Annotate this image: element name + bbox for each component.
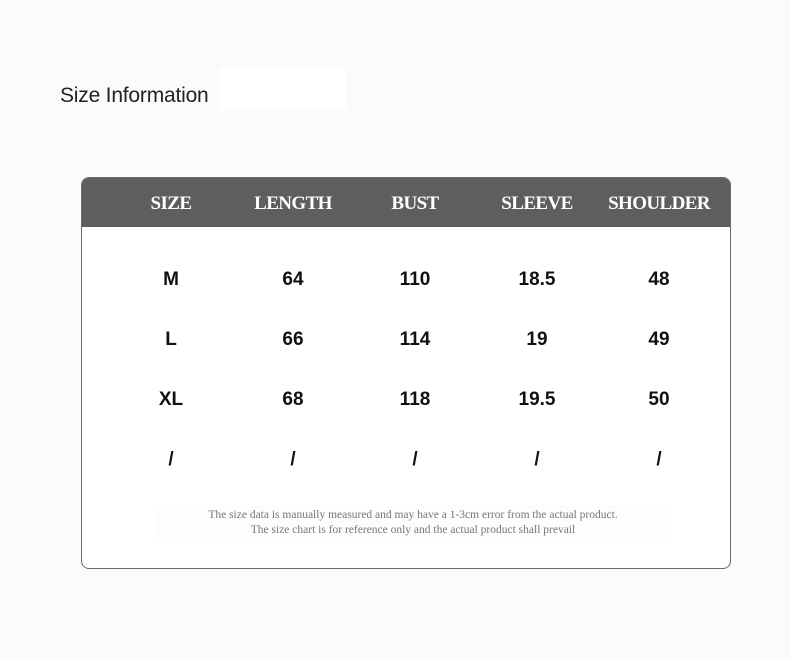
cell-shoulder: 48: [648, 269, 670, 290]
title-blank-patch: [220, 68, 346, 110]
table-row-m: [82, 260, 730, 300]
cell-size: XL: [158, 389, 184, 410]
table-row-l: [82, 320, 730, 360]
cell-length: 68: [282, 389, 304, 410]
note-line-1: The size data is manually measured and may have a 1-3cm error from the actual product.: [208, 509, 618, 521]
header-size: SIZE: [150, 193, 192, 214]
cell-size: L: [165, 329, 177, 350]
cell-bust: 118: [399, 389, 431, 410]
page-title: Size Information: [60, 84, 209, 107]
header-shoulder: SHOULDER: [608, 193, 710, 214]
header-length: LENGTH: [254, 193, 332, 214]
measurement-note: [156, 505, 670, 541]
cell-sleeve: 19: [526, 329, 548, 350]
cell-shoulder: /: [656, 449, 662, 470]
cell-length: 64: [282, 269, 304, 290]
table-header: [82, 178, 730, 227]
table-row-empty: [82, 440, 730, 480]
cell-shoulder: 50: [648, 389, 670, 410]
header-bust: BUST: [391, 193, 439, 214]
cell-shoulder: 49: [648, 329, 670, 350]
note-line-2: The size chart is for reference only and the actual product shall prevail: [250, 524, 576, 536]
cell-size: M: [163, 269, 179, 290]
header-sleeve: SLEEVE: [501, 193, 573, 214]
cell-sleeve: /: [534, 449, 540, 470]
cell-bust: 110: [399, 269, 431, 290]
cell-sleeve: 19.5: [518, 389, 556, 410]
size-chart-card: [81, 177, 731, 569]
cell-size: /: [168, 449, 174, 470]
cell-length: 66: [282, 329, 304, 350]
cell-sleeve: 18.5: [518, 269, 556, 290]
cell-bust: /: [412, 449, 418, 470]
cell-length: /: [290, 449, 296, 470]
cell-bust: 114: [399, 329, 431, 350]
table-row-xl: [82, 380, 730, 420]
